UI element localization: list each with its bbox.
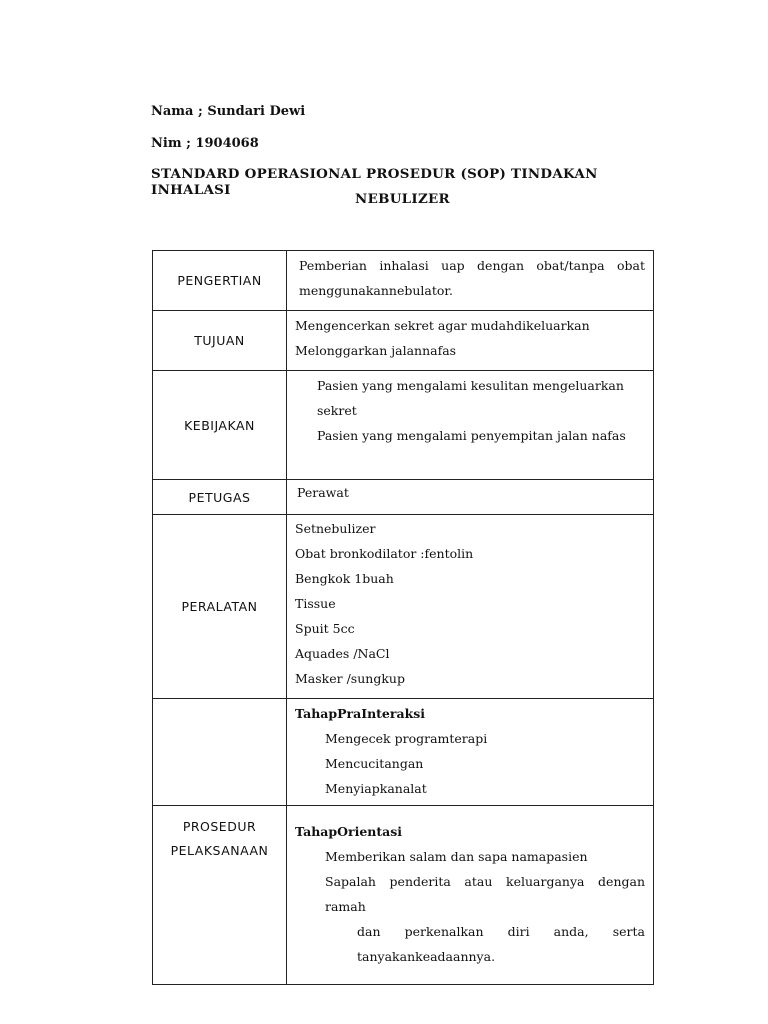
label-pengertian: PENGERTIAN	[153, 251, 287, 311]
list-item: sekret	[317, 403, 357, 418]
list-item: Mengecek programterapi	[325, 731, 488, 746]
word: dan	[357, 924, 381, 939]
pengertian-text: Pemberian inhalasi uap dengan obat/tanpa obat	[299, 258, 645, 273]
content-prosedur	[287, 806, 654, 985]
table-row-pengertian	[153, 251, 654, 311]
list-item: Memberikan salam dan sapa namapasien	[325, 849, 588, 864]
label-tujuan: TUJUAN	[153, 311, 287, 371]
list-item: Aquades /NaCl	[295, 646, 390, 661]
orientasi-item2-line3: tanyakankeadaannya.	[357, 949, 496, 964]
list-item: Bengkok 1buah	[295, 571, 394, 586]
word: diri	[507, 924, 530, 939]
list-item: Mencucitangan	[325, 756, 424, 771]
content-peralatan	[287, 515, 654, 699]
label-kebijakan: KEBIJAKAN	[153, 371, 287, 480]
table-row-kebijakan	[153, 371, 654, 480]
content-petugas	[287, 480, 654, 515]
pengertian-line1	[295, 253, 645, 278]
label-peralatan: PERALATAN	[153, 515, 287, 699]
word: serta	[612, 924, 645, 939]
orientasi-heading: TahapOrientasi	[295, 824, 403, 839]
list-item: Setnebulizer	[295, 521, 376, 536]
content-kebijakan	[287, 371, 654, 480]
table-row-pra-interaksi	[153, 699, 654, 806]
word: anda,	[553, 924, 589, 939]
student-nim: Nim ; 1904068	[151, 136, 259, 151]
word: perkenalkan	[404, 924, 484, 939]
label-prosedur-line2: PELAKSANAAN	[170, 843, 269, 858]
document-title-line1: STANDARD OPERASIONAL PROSEDUR (SOP) TINDAKAN INHALASI	[151, 166, 598, 198]
list-item: Masker /sungkup	[295, 671, 405, 686]
list-item: Spuit 5cc	[295, 621, 355, 636]
list-item: Obat bronkodilator :fentolin	[295, 546, 474, 561]
label-prosedur-line1: PROSEDUR	[182, 819, 257, 834]
list-item: Melonggarkan jalannafas	[295, 343, 457, 358]
table-row-prosedur	[153, 806, 654, 985]
list-item: Mengencerkan sekret agar mudahdikeluarkan	[295, 318, 590, 333]
petugas-value: Perawat	[297, 485, 349, 500]
list-item	[295, 869, 645, 919]
pengertian-line2: menggunakannebulator.	[299, 283, 454, 298]
orientasi-item2-line1: Sapalah penderita atau keluarganya dengan ramah	[325, 874, 645, 914]
label-empty	[153, 699, 287, 806]
orientasi-item2-line2	[295, 919, 645, 944]
table-row-peralatan	[153, 515, 654, 699]
label-petugas: PETUGAS	[153, 480, 287, 515]
sop-table	[152, 250, 654, 985]
list-item: Tissue	[295, 596, 336, 611]
document-title-line2: NEBULIZER	[355, 191, 450, 207]
label-prosedur	[153, 806, 287, 985]
list-item: Menyiapkanalat	[325, 781, 427, 796]
pra-interaksi-heading: TahapPraInteraksi	[295, 706, 426, 721]
list-item: Pasien yang mengalami penyempitan jalan nafas	[317, 428, 626, 443]
content-pengertian	[287, 251, 654, 311]
table-row-petugas	[153, 480, 654, 515]
content-tujuan	[287, 311, 654, 371]
content-pra-interaksi	[287, 699, 654, 806]
table-row-tujuan	[153, 311, 654, 371]
student-name: Nama ; Sundari Dewi	[151, 104, 306, 119]
list-item: Pasien yang mengalami kesulitan mengeluarkan	[317, 378, 624, 393]
